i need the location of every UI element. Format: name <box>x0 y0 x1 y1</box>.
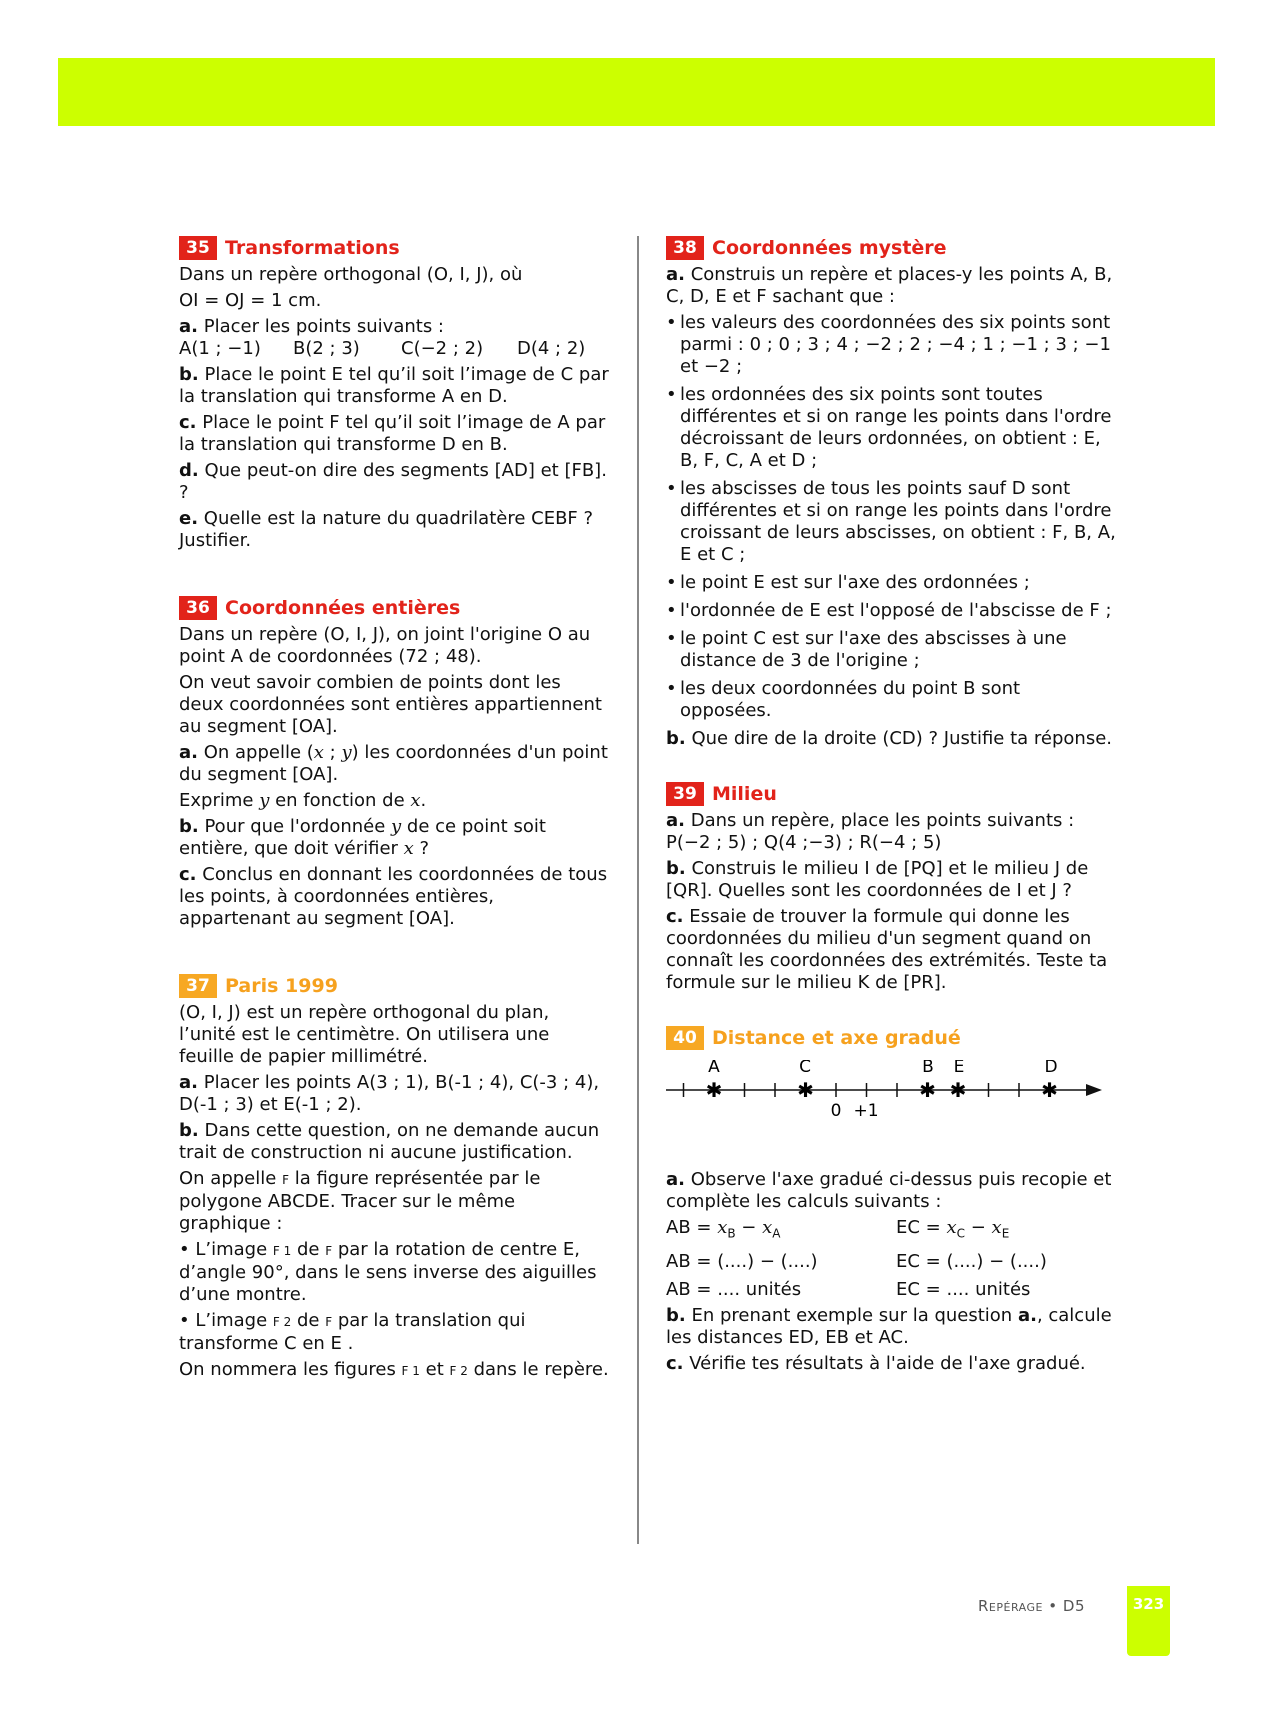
calculations <box>666 1217 1116 1301</box>
point-marker-icon: ✱ <box>1041 1078 1058 1102</box>
exercise-header <box>666 236 1116 260</box>
question-a: a. Dans un repère, place les points suivants : P(−2 ; 5) ; Q(4 ;−3) ; R(−4 ; 5) <box>666 810 1075 853</box>
calc-ab-result: AB = .... unités <box>666 1278 802 1300</box>
exercise-title: Paris 1999 <box>225 975 338 997</box>
question-b: b. Pour que l'ordonnée y de ce point soit entière, que doit vérifier x ? <box>179 816 546 859</box>
question-c: c. Conclus en donnant les coordonnées de tous les points, à coordonnées entières, appartenant au segment [OA]. <box>179 864 608 929</box>
calc-ab-formula: AB = $x_B - x_A$ <box>666 1217 781 1241</box>
point: C(−2 ; 2) <box>401 338 484 359</box>
label-zero: 0 <box>830 1101 842 1121</box>
exercise-header <box>179 974 609 998</box>
exercise-39 <box>666 782 1116 994</box>
question-a: a. Construis un repère et places-y les points A, B, C, D, E et F sachant que : <box>666 264 1113 307</box>
question-b: b. Place le point E tel qu’il soit l’image de C par la translation qui transforme A en D. <box>179 364 609 407</box>
label-d: D <box>1044 1060 1058 1077</box>
question-a: a. Observe l'axe gradué ci-dessus puis recopie et complète les calculs suivants : <box>666 1169 1112 1212</box>
column-divider <box>637 236 639 1544</box>
list-item: • les valeurs des coordonnées des six points sont parmi : 0 ; 0 ; 3 ; 4 ; −2 ; 2 ; −4 ; 1 ; −1 ; 3 ; −1 et −2 ; <box>666 312 1116 378</box>
point: B(2 ; 3) <box>293 338 360 359</box>
exercise-header <box>179 236 609 260</box>
exercise-38 <box>666 236 1116 750</box>
intro-line: On veut savoir combien de points dont les deux coordonnées sont entières appartiennent au segment [OA]. <box>179 672 602 737</box>
question-a-expr: Exprime y en fonction de x. <box>179 790 427 811</box>
exercise-35 <box>179 236 609 552</box>
exercise-title: Coordonnées mystère <box>712 237 947 259</box>
conditions-list <box>666 312 1116 722</box>
exercise-header <box>179 596 609 620</box>
label-e: E <box>953 1060 965 1077</box>
figure-definition: On appelle F la figure représentée par le polygone ABCDE. Tracer sur le même graphique : <box>179 1168 541 1234</box>
exercise-title: Coordonnées entières <box>225 597 461 619</box>
footer-bullet: • <box>1048 1597 1058 1615</box>
point-marker-icon: ✱ <box>949 1078 967 1102</box>
question-e: e. Quelle est la nature du quadrilatère CEBF ? Justifier. <box>179 508 594 551</box>
header-banner <box>58 58 1215 126</box>
exercise-title: Milieu <box>712 783 777 805</box>
point-marker-icon: ✱ <box>705 1078 723 1102</box>
question-c: c. Vérifie tes résultats à l'aide de l'axe gradué. <box>666 1352 1086 1374</box>
label-plus-one: +1 <box>853 1101 879 1121</box>
exercise-number: 39 <box>666 782 704 806</box>
graduated-axis <box>666 1060 1106 1135</box>
section-name: Repérage <box>978 1597 1043 1615</box>
exercise-number: 36 <box>179 596 217 620</box>
exercise-number: 37 <box>179 974 217 998</box>
question-a: a. On appelle (x ; y) les coordonnées d'un point du segment [OA]. <box>179 742 608 785</box>
axis-arrow-icon <box>1086 1084 1102 1096</box>
calc-ec-result: EC = .... unités <box>896 1278 1031 1300</box>
point-marker-icon: ✱ <box>797 1078 814 1102</box>
exercise-number: 38 <box>666 236 704 260</box>
question-b: b. En prenant exemple sur la question a., calcule les distances ED, EB et AC. <box>666 1304 1112 1348</box>
exercise-36 <box>179 596 609 930</box>
list-item: • le point E est sur l'axe des ordonnées ; <box>666 572 1116 594</box>
left-column <box>179 236 609 1414</box>
exercise-number: 40 <box>666 1026 704 1050</box>
calc-ab-values: AB = (....) − (....) <box>666 1250 818 1272</box>
list-item: • l'ordonnée de E est l'opposé de l'abscisse de F ; <box>666 600 1116 622</box>
page-footer <box>978 1597 1085 1615</box>
exercise-header <box>666 782 1116 806</box>
question-b: b. Que dire de la droite (CD) ? Justifie ta réponse. <box>666 728 1113 749</box>
intro-line: OI = OJ = 1 cm. <box>179 290 322 311</box>
label-c: C <box>799 1060 811 1077</box>
item-translation: • L’image F 2 de F par la translation qui transforme C en E . <box>179 1310 526 1354</box>
question-c: c. Essaie de trouver la formule qui donne les coordonnées du milieu d'un segment quand on connaît les coordonnées des extrémités. Teste ta formule sur le milieu K de [PR]. <box>666 906 1108 993</box>
list-item: • les ordonnées des six points sont toutes différentes et si on range les points dans l'ordre décroissant de leurs ordonnées, on obtient : E, B, F, C, A et D ; <box>666 384 1116 472</box>
exercise-title: Distance et axe gradué <box>712 1027 961 1049</box>
point: D(4 ; 2) <box>517 338 586 359</box>
item-rotation: • L’image F 1 de F par la rotation de centre E, d’angle 90°, dans le sens inverse des aiguilles d’une montre. <box>179 1239 597 1305</box>
naming-instruction: On nommera les figures F 1 et F 2 dans le repère. <box>179 1359 609 1380</box>
calc-ec-formula: EC = $x_C - x_E$ <box>896 1217 1010 1241</box>
points-list <box>179 338 609 360</box>
label-b: B <box>922 1060 934 1077</box>
question-b: b. Dans cette question, on ne demande aucun trait de construction ni aucune justification. <box>179 1120 600 1163</box>
intro: (O, I, J) est un repère orthogonal du plan, l’unité est le centimètre. On utilisera une feuille de papier millimétré. <box>179 1002 550 1067</box>
list-item: • les abscisses de tous les points sauf D sont différentes et si on range les points dans l'ordre croissant de leurs abscisses, on obtient : F, B, A, E et C ; <box>666 478 1116 566</box>
page-number: 323 <box>1132 1595 1165 1613</box>
question-c: c. Place le point F tel qu’il soit l’image de A par la translation qui transforme D en B. <box>179 412 606 455</box>
intro-line: Dans un repère (O, I, J), on joint l'origine O au point A de coordonnées (72 ; 48). <box>179 624 591 667</box>
exercise-40 <box>666 1026 1116 1375</box>
exercise-number: 35 <box>179 236 217 260</box>
exercise-header <box>666 1026 1116 1050</box>
question-d: d. Que peut-on dire des segments [AD] et [FB]. ? <box>179 460 607 503</box>
list-item: • le point C est sur l'axe des abscisses à une distance de 3 de l'origine ; <box>666 628 1116 672</box>
label-a: A <box>708 1060 720 1077</box>
point: A(1 ; −1) <box>179 338 261 359</box>
exercise-title: Transformations <box>225 237 400 259</box>
question-a: a. Placer les points suivants : <box>179 316 444 337</box>
list-item: • les deux coordonnées du point B sont opposées. <box>666 678 1116 722</box>
question-a: a. Placer les points A(3 ; 1), B(-1 ; 4), C(-3 ; 4), D(-1 ; 3) et E(-1 ; 2). <box>179 1072 600 1115</box>
point-marker-icon: ✱ <box>919 1078 936 1102</box>
chapter-code: D5 <box>1062 1597 1085 1615</box>
calc-ec-values: EC = (....) − (....) <box>896 1250 1047 1272</box>
question-b: b. Construis le milieu I de [PQ] et le milieu J de [QR]. Quelles sont les coordonnées de I et J ? <box>666 858 1089 901</box>
intro-line: Dans un repère orthogonal (O, I, J), où <box>179 264 523 285</box>
right-column <box>666 236 1116 1407</box>
exercise-37 <box>179 974 609 1382</box>
